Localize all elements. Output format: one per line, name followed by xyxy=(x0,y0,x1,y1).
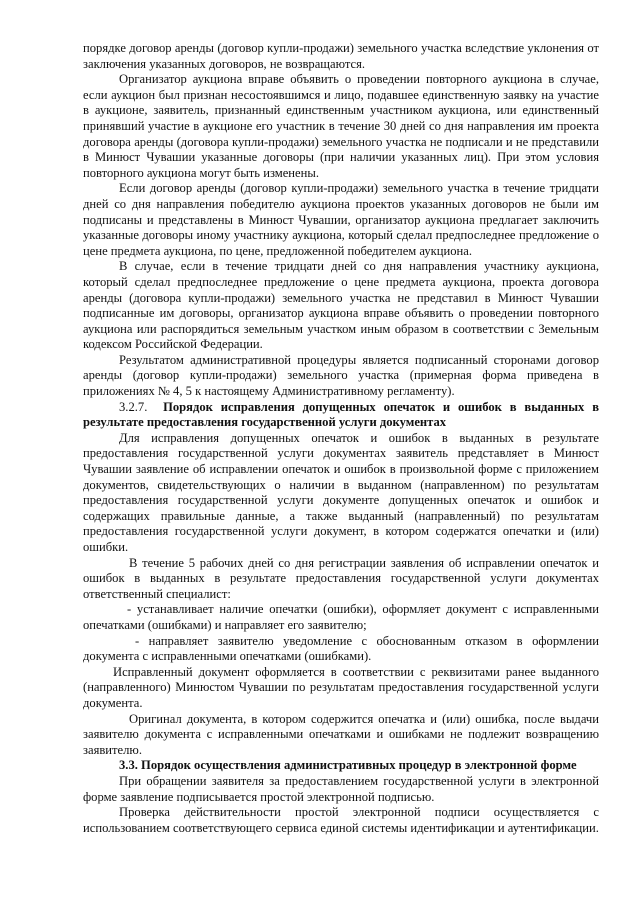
paragraph: Организатор аукциона вправе объявить о проведении повторного аукциона в случае, если аукцион был признан несостоявшимся и лицо, подавшее единственную заявку на участие в аукционе, заявитель, признанный единственным участником аукциона, или единственный принявший участие в аукционе его участник в течение 30 дней со дня направления им проекта договора аренды (договора купли-продажи) земельного участка не подписали и не представили в Минюст Чувашии указанные договоры (при наличии указанных лиц). При этом условия повторного аукциона могут быть изменены. xyxy=(83,72,599,180)
section-title: Порядок исправления допущенных опечаток и ошибок в выданных в результате предоставления государственной услуги документах xyxy=(83,399,599,430)
paragraph: Проверка действительности простой электронной подписи осуществляется с использованием соответствующего сервиса единой системы идентификации и аутентификации. xyxy=(83,805,599,835)
paragraph: порядке договор аренды (договор купли-продажи) земельного участка вследствие уклонения от заключения указанных договоров, не возвращаются. xyxy=(83,41,599,71)
paragraph: В случае, если в течение тридцати дней со дня направления участнику аукциона, который сделал предпоследнее предложение о цене предмета аукциона, проекта договора аренды (договора купли-продажи) земельного участка не представил в Минюст Чувашии подписанные им договоры, организатор аукциона вправе объявить о проведении повторного аукциона или распорядиться земельным участком иным образом в соответствии с Земельным кодексом Российской Федерации. xyxy=(83,259,599,352)
section-heading-3-3: 3.3. Порядок осуществления административных процедур в электронной форме xyxy=(119,758,577,773)
section-number: 3.2.7. xyxy=(119,399,148,414)
paragraph: Если договор аренды (договор купли-продажи) земельного участка в течение тридцати дней со дня направления победителю аукциона проектов указанных договоров не были им подписаны и представлены в Минюст Чувашии, организатор аукциона предлагает заключить указанные договоры иному участнику аукциона, который сделал предпоследнее предложение о цене предмета аукциона, по цене, предложенной победителем аукциона. xyxy=(83,181,599,258)
section-heading-3-2-7 xyxy=(83,400,599,431)
list-item: - направляет заявителю уведомление с обоснованным отказом в оформлении документа с исправленными опечатками (ошибками). xyxy=(83,633,599,664)
paragraph: Для исправления допущенных опечаток и ошибок в выданных в результате предоставления государственной услуги документах заявитель представляет в Минюст Чувашии заявление об исправлении опечаток и ошибок в произвольной форме с приложением документов, свидетельствующих о наличии в выданном (направленном) по результатам предоставления государственной услуги документе допущенных опечаток и ошибок и содержащих правильные данные, а также выданный (направленный) по результатам предоставления государственной услуги документ, в котором содержатся опечатки и (или) ошибки. xyxy=(83,430,599,554)
paragraph: Результатом административной процедуры является подписанный сторонами договор аренды (договор купли-продажи) земельного участка (примерная форма приведена в приложениях № 4, 5 к настоящему Административному регламенту). xyxy=(83,352,599,399)
paragraph: При обращении заявителя за предоставлением государственной услуги в электронной форме заявление подписывается простой электронной подписью. xyxy=(83,773,599,804)
paragraph: В течение 5 рабочих дней со дня регистрации заявления об исправлении опечаток и ошибок в выданных в результате предоставления государственной услуги документах ответственный специалист: xyxy=(83,555,599,601)
paragraph: Исправленный документ оформляется в соответствии с реквизитами ранее выданного (направленного) Минюстом Чувашии по результатам предоставления государственной услуги документа. xyxy=(83,664,599,710)
list-item: - устанавливает наличие опечатки (ошибки), оформляет документ с исправленными опечатками (ошибками) и направляет его заявителю; xyxy=(83,602,599,632)
paragraph: Оригинал документа, в котором содержится опечатка и (или) ошибка, после выдачи заявителю документа с исправленными опечатками и ошибками не подлежит возвращению заявителю. xyxy=(83,711,599,757)
